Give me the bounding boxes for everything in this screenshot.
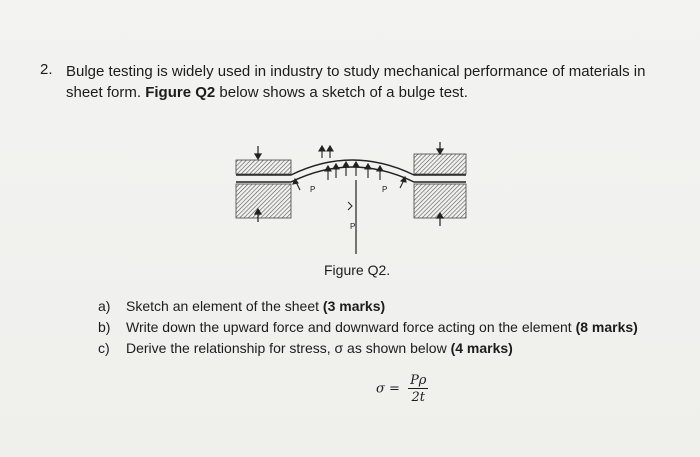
bottom-left-clamp — [236, 184, 291, 218]
figure-caption: Figure Q2. — [324, 262, 391, 278]
part-marks: (4 marks) — [450, 340, 513, 356]
label-p-bottom: P — [350, 222, 356, 231]
formula-numerator: Pρ — [410, 373, 427, 388]
formula-lhs: σ — [376, 381, 385, 397]
question-parts — [98, 296, 638, 359]
figure-reference: Figure Q2 — [145, 84, 216, 101]
bulge-test-figure — [228, 140, 473, 260]
part-marks: (3 marks) — [322, 298, 386, 314]
part-text: Derive the relationship for stress, σ as shown below (4 marks) — [126, 340, 513, 356]
part-label: a) — [98, 298, 111, 314]
label-p-left: P — [310, 185, 316, 194]
question-intro: Bulge testing is widely used in industry to study mechanical performance of materials in sheet form. — [66, 63, 646, 101]
formula-equals: = — [389, 381, 400, 397]
part-marks: (8 marks) — [575, 319, 638, 335]
part-label: c) — [98, 340, 110, 356]
part-b — [98, 317, 638, 338]
part-label: b) — [98, 319, 111, 335]
stress-formula — [376, 373, 428, 405]
part-c — [98, 338, 638, 359]
part-text: Sketch an element of the sheet (3 marks) — [126, 298, 386, 314]
part-text: Write down the upward force and downward force acting on the element (8 marks) — [126, 319, 638, 335]
question-intro-tail: below shows a sketch of a bulge test. — [219, 84, 468, 101]
pressure-arrows — [293, 146, 406, 190]
top-left-clamp — [236, 160, 291, 174]
label-p-right: P — [382, 185, 388, 194]
question-text — [66, 61, 676, 103]
top-right-clamp — [414, 154, 466, 174]
question-number: 2. — [40, 61, 53, 78]
formula-fraction — [408, 373, 428, 405]
formula-denominator: 2t — [411, 390, 425, 405]
part-a — [98, 296, 638, 317]
